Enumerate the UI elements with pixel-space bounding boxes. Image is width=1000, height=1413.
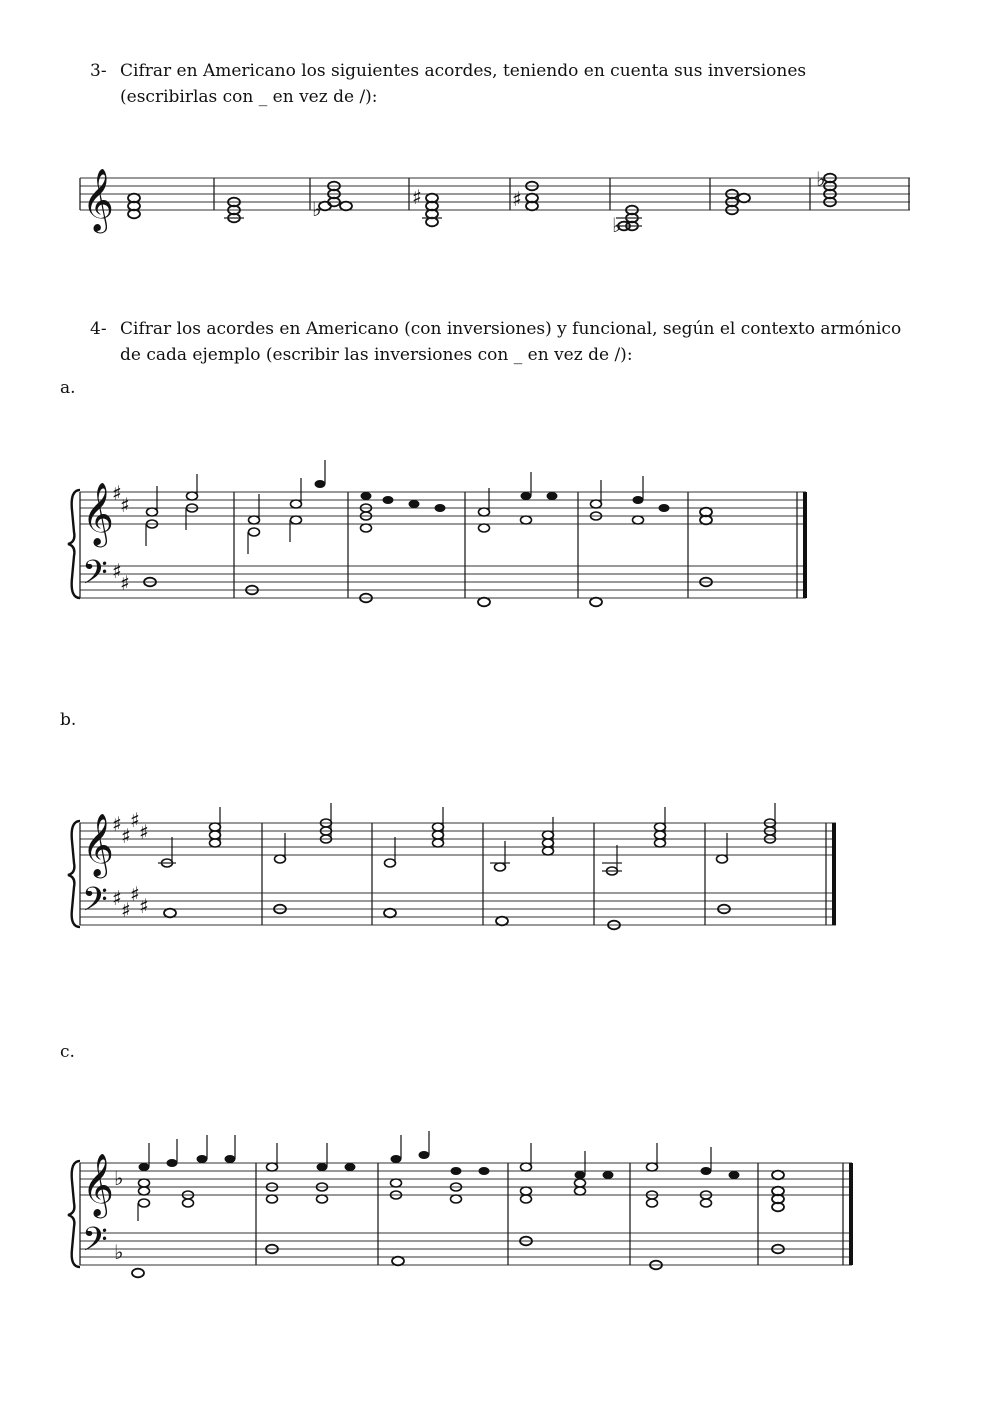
bass-staff-lines [80, 1233, 852, 1265]
bass-clef-icon: 𝄢 [82, 554, 108, 600]
svg-text:♯: ♯ [112, 886, 122, 910]
flat-icon: ♭ [816, 167, 826, 191]
flat-icon: ♭ [612, 213, 622, 237]
barlines [80, 823, 834, 925]
sharp-icon: ♯ [512, 187, 522, 211]
notes [158, 803, 776, 929]
grand-staff-b [0, 808, 1000, 935]
bass-clef-icon: 𝄢 [82, 881, 108, 927]
chord-8 [816, 167, 836, 206]
svg-text:♯: ♯ [120, 493, 130, 517]
staff-lines [80, 178, 910, 210]
treble-clef-icon: 𝄞 [82, 813, 114, 876]
bass-staff-lines [80, 893, 836, 925]
svg-text:♯: ♯ [139, 820, 149, 844]
key-signature [112, 481, 130, 595]
brace-icon [68, 490, 80, 598]
exercise-3-heading [90, 58, 970, 110]
bass-staff-lines [80, 566, 806, 598]
key-signature [112, 808, 149, 922]
chord-1 [128, 194, 140, 219]
key-signature [114, 1166, 123, 1264]
part-a-label: a. [60, 378, 76, 398]
treble-clef-icon: 𝄞 [82, 482, 114, 545]
svg-text:♯: ♯ [121, 824, 131, 848]
svg-text:♯: ♯ [112, 481, 122, 505]
svg-text:♯: ♯ [112, 812, 122, 836]
treble-clef-icon: 𝄞 [82, 1153, 114, 1216]
chord-4 [412, 185, 442, 226]
exercise-3-number: 3- [90, 61, 107, 81]
grand-staff-c [0, 1155, 1000, 1275]
svg-text:♯: ♯ [130, 808, 140, 832]
flat-icon: ♭ [312, 197, 322, 221]
chord-3 [312, 182, 352, 221]
exercise-3-instructions [120, 58, 806, 110]
exercise-3-line-1: Cifrar en Americano los siguientes acordes, teniendo en cuenta sus inversiones [120, 61, 807, 81]
svg-text:♯: ♯ [120, 571, 130, 595]
treble-staff-lines [80, 823, 836, 855]
svg-text:♯: ♯ [112, 559, 122, 583]
svg-text:♯: ♯ [121, 898, 131, 922]
exercise-4-instructions [120, 316, 901, 368]
grand-staff-a [0, 480, 1000, 610]
brace-icon [68, 821, 80, 927]
bass-clef-icon: 𝄢 [82, 1221, 108, 1267]
exercise-4-number: 4- [90, 319, 107, 339]
notes [132, 1131, 784, 1277]
part-b-label: b. [60, 710, 77, 730]
brace-icon [68, 1161, 80, 1267]
treble-clef-icon: 𝄞 [82, 168, 114, 231]
part-c-label: c. [60, 1042, 75, 1062]
exercise-4-line-2: de cada ejemplo (escribir las inversiones con _ en vez de /): [120, 345, 633, 365]
svg-text:♯: ♯ [139, 894, 149, 918]
notes [144, 460, 712, 606]
svg-text:♯: ♯ [130, 882, 140, 906]
exercise-3-line-2: (escribirlas con _ en vez de /): [120, 87, 378, 107]
exercise-4-heading [90, 316, 990, 368]
exercise-3-staff [0, 160, 1000, 240]
sharp-icon: ♯ [412, 185, 422, 209]
svg-text:♭: ♭ [114, 1166, 124, 1190]
treble-staff-lines [80, 1163, 852, 1195]
exercise-4-line-1: Cifrar los acordes en Americano (con inversiones) y funcional, según el contexto armónico [120, 319, 902, 339]
svg-text:♭: ♭ [114, 1240, 124, 1264]
